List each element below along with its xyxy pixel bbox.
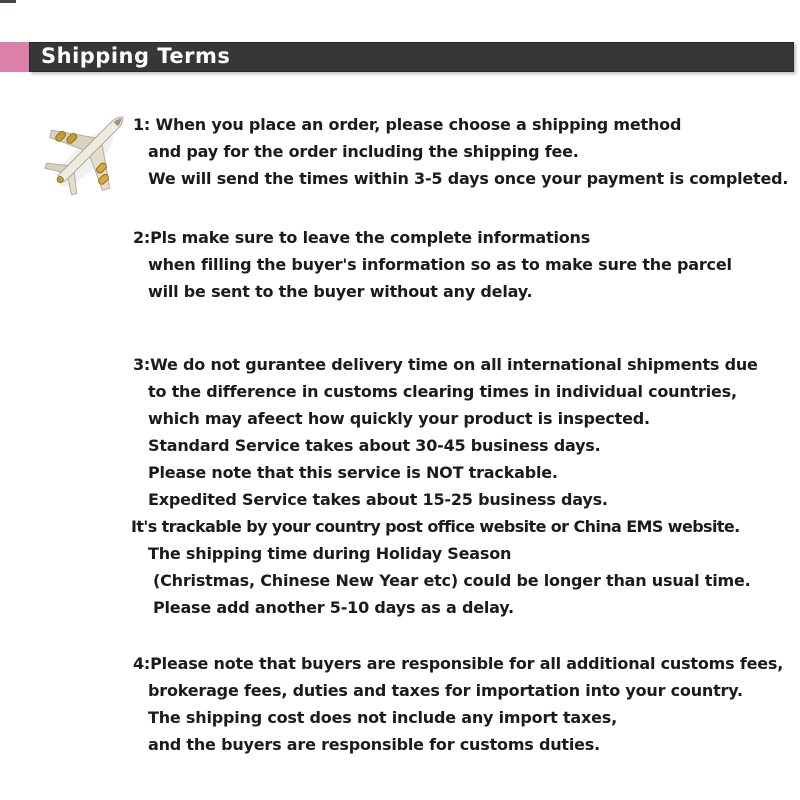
terms-section-3 [133,351,800,621]
terms-line: We will send the times within 3-5 days once your payment is completed. [148,169,789,188]
terms-line: when filling the buyer's information so as to make sure the parcel [148,255,732,274]
airplane-icon [25,96,147,208]
terms-section-1 [133,111,800,192]
terms-line: and pay for the order including the shipping fee. [148,142,579,161]
terms-line: Please add another 5-10 days as a delay. [153,598,514,617]
terms-line: (Christmas, Chinese New Year etc) could be longer than usual time. [153,571,751,590]
shipping-terms-text [133,72,800,758]
terms-section-4 [133,650,800,758]
terms-line: and the buyers are responsible for customs duties. [148,735,601,754]
terms-line: Standard Service takes about 30-45 business days. [148,436,601,455]
section-header [0,42,794,72]
terms-line: which may afeect how quickly your product is inspected. [148,409,650,428]
terms-line: 4:Please note that buyers are responsible for all additional customs fees, [133,654,784,673]
terms-line: will be sent to the buyer without any delay. [148,282,533,301]
pink-accent-square [0,42,29,72]
terms-line: The shipping cost does not include any import taxes, [148,708,617,727]
header-bar [29,42,794,72]
terms-line: to the difference in customs clearing times in individual countries, [148,382,737,401]
terms-line: It's trackable by your country post office website or China EMS website. [131,517,740,536]
page-title: Shipping Terms [41,43,231,68]
terms-line: Expedited Service takes about 15-25 business days. [148,490,608,509]
terms-line: 1: When you place an order, please choose a shipping method [133,115,682,134]
terms-line: brokerage fees, duties and taxes for importation into your country. [148,681,743,700]
terms-line: 3:We do not gurantee delivery time on all international shipments due [133,355,758,374]
terms-line: The shipping time during Holiday Season [148,544,512,563]
top-edge-mark [0,0,16,3]
terms-section-2 [133,224,800,305]
terms-line: Please note that this service is NOT trackable. [148,463,558,482]
terms-line: 2:Pls make sure to leave the complete informations [133,228,591,247]
